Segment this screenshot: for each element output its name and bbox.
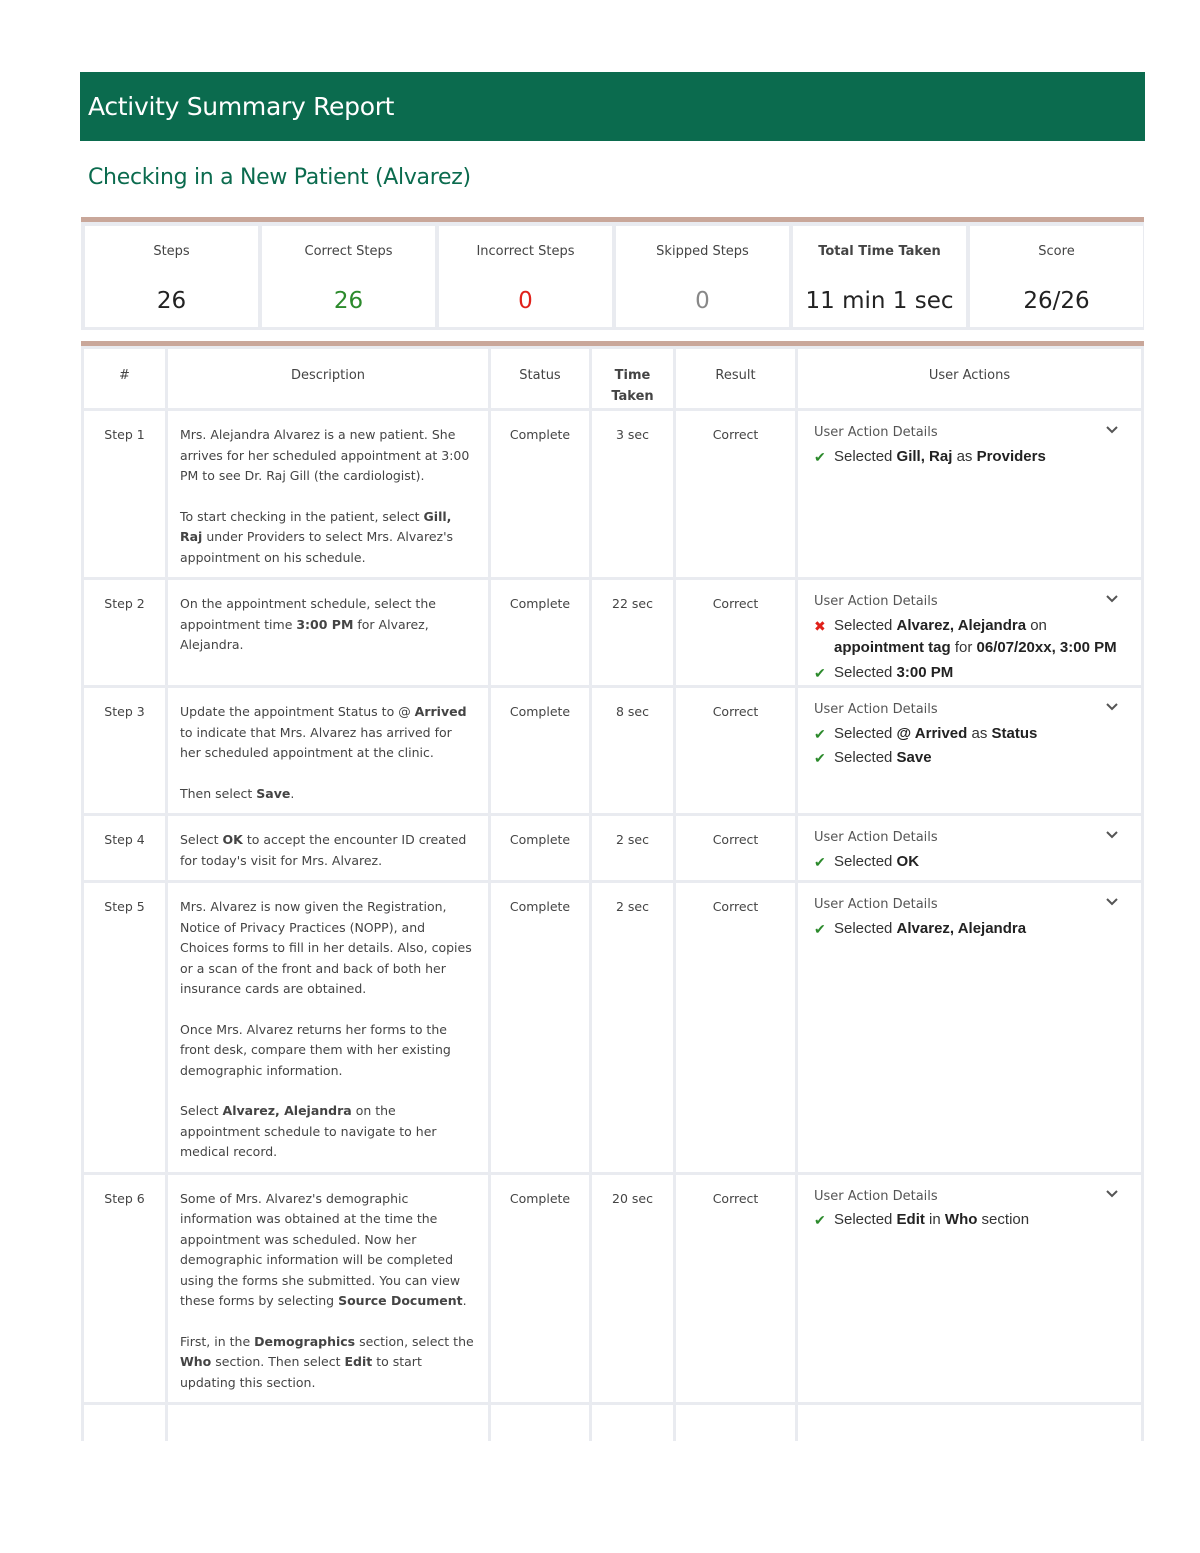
table-row — [83, 687, 1143, 815]
header-status: Status — [490, 348, 591, 410]
step-description — [167, 687, 490, 815]
summary-skipped-value: 0 — [695, 288, 710, 314]
chevron-down-icon[interactable] — [1105, 1189, 1119, 1199]
table-row — [83, 882, 1143, 1174]
cross-icon: ✖ — [814, 617, 826, 634]
user-action-item — [814, 918, 1123, 941]
step-number: Step 4 — [83, 815, 167, 882]
step-time: 22 sec — [591, 579, 675, 687]
report-title: Activity Summary Report — [88, 92, 395, 121]
summary-time-label: Total Time Taken — [818, 244, 941, 259]
table-row — [83, 1173, 1143, 1404]
user-action-details-heading: User Action Details — [814, 425, 938, 440]
chevron-down-icon[interactable] — [1105, 830, 1119, 840]
summary-correct-label: Correct Steps — [304, 244, 393, 259]
user-action-text: Selected @ Arrived as Status — [834, 724, 1038, 742]
steps-table — [81, 346, 1144, 1441]
user-actions-cell — [797, 882, 1143, 1174]
summary-skipped-label: Skipped Steps — [656, 244, 749, 259]
user-action-details-heading: User Action Details — [814, 594, 938, 609]
user-action-details-heading: User Action Details — [814, 1188, 938, 1204]
step-description — [167, 815, 490, 882]
summary-score-value: 26/26 — [1023, 288, 1090, 314]
step-description — [167, 1173, 490, 1404]
description-paragraph: On the appointment schedule, select the appointment time 3:00 PM for Alvarez, Alejandra. — [180, 596, 436, 652]
summary-steps — [85, 226, 258, 327]
step-result: Correct — [675, 882, 797, 1174]
step-status: Complete — [490, 687, 591, 815]
summary-time — [793, 226, 966, 327]
summary-correct — [262, 226, 435, 327]
user-actions-cell — [797, 410, 1143, 579]
step-result: Correct — [675, 579, 797, 687]
summary-incorrect-label: Incorrect Steps — [476, 244, 575, 259]
summary-incorrect — [439, 226, 612, 327]
description-paragraph: Mrs. Alejandra Alvarez is a new patient. She arrives for her scheduled appointment at 3:00 PM to see Dr. Raj Gill (the cardiologist). — [180, 427, 470, 483]
user-action-item — [814, 723, 1123, 746]
empty-cell — [83, 1404, 167, 1442]
description-paragraph: Then select Save. — [180, 785, 295, 801]
step-description — [167, 579, 490, 687]
user-actions-cell — [797, 1173, 1143, 1404]
step-time: 2 sec — [591, 815, 675, 882]
empty-cell — [797, 1404, 1143, 1442]
empty-cell — [675, 1404, 797, 1442]
description-paragraph: Some of Mrs. Alvarez's demographic information was obtained at the time the appointment was scheduled. Now her demographic information will be completed using the forms she submitted. You can view these forms by selecting Source Document. — [180, 1190, 467, 1308]
summary-panel — [81, 217, 1144, 330]
description-paragraph: Select Alvarez, Alejandra on the appointment schedule to navigate to her medical record. — [180, 1103, 437, 1159]
chevron-down-icon[interactable] — [1105, 594, 1119, 604]
report-banner — [80, 72, 1145, 141]
user-action-text: Selected Alvarez, Alejandra on appointment tag for 06/07/20xx, 3:00 PM — [834, 616, 1117, 656]
check-icon: ✔ — [814, 725, 826, 742]
description-paragraph: Once Mrs. Alvarez returns her forms to the front desk, compare them with her existing demographic information. — [180, 1021, 451, 1078]
empty-cell — [167, 1404, 490, 1442]
step-result: Correct — [675, 410, 797, 579]
step-number: Step 2 — [83, 579, 167, 687]
step-status: Complete — [490, 882, 591, 1174]
summary-incorrect-value: 0 — [518, 288, 533, 314]
user-action-text: Selected Gill, Raj as Providers — [834, 447, 1046, 465]
step-status: Complete — [490, 815, 591, 882]
user-action-item — [814, 851, 1123, 874]
step-time: 8 sec — [591, 687, 675, 815]
user-action-details-heading: User Action Details — [814, 702, 938, 717]
check-icon: ✔ — [814, 664, 826, 681]
chevron-down-icon[interactable] — [1105, 425, 1119, 435]
step-status: Complete — [490, 1173, 591, 1404]
user-action-item — [814, 615, 1123, 660]
step-number: Step 3 — [83, 687, 167, 815]
step-number: Step 1 — [83, 410, 167, 579]
user-action-text: Selected 3:00 PM — [834, 663, 954, 681]
step-description — [167, 410, 490, 579]
summary-time-value: 11 min 1 sec — [805, 288, 954, 314]
activity-title: Checking in a New Patient (Alvarez) — [88, 165, 471, 190]
header-number: # — [83, 348, 167, 410]
header-time-taken: Time Taken — [591, 348, 675, 410]
step-result: Correct — [675, 1173, 797, 1404]
user-action-item — [814, 446, 1123, 469]
table-row — [83, 815, 1143, 882]
header-user-actions: User Actions — [797, 348, 1143, 410]
header-result: Result — [675, 348, 797, 410]
empty-cell — [591, 1404, 675, 1442]
step-status: Complete — [490, 410, 591, 579]
user-action-text: Selected Alvarez, Alejandra — [834, 919, 1027, 937]
step-status: Complete — [490, 579, 591, 687]
step-time: 3 sec — [591, 410, 675, 579]
check-icon: ✔ — [814, 853, 826, 870]
user-action-item — [814, 662, 1123, 685]
check-icon: ✔ — [814, 920, 826, 937]
step-time: 2 sec — [591, 882, 675, 1174]
chevron-down-icon[interactable] — [1105, 702, 1119, 712]
chevron-down-icon[interactable] — [1105, 897, 1119, 907]
user-actions-cell — [797, 815, 1143, 882]
summary-steps-value: 26 — [156, 288, 187, 314]
table-row-partial — [83, 1404, 1143, 1442]
table-row — [83, 579, 1143, 687]
summary-score — [970, 226, 1143, 327]
check-icon: ✔ — [814, 448, 826, 465]
user-action-text: Selected OK — [834, 852, 920, 870]
description-paragraph: Select OK to accept the encounter ID created for today's visit for Mrs. Alvarez. — [180, 832, 467, 868]
step-description — [167, 882, 490, 1174]
description-paragraph: Mrs. Alvarez is now given the Registration, Notice of Privacy Practices (NOPP), and Choices forms to fill in her details. Also, copies or a scan of the front and back of both her insurance cards are obtained. — [180, 899, 472, 996]
description-paragraph: To start checking in the patient, select Gill, Raj under Providers to select Mrs. Alvarez's appointment on his schedule. — [180, 508, 454, 565]
step-result: Correct — [675, 687, 797, 815]
user-action-item — [814, 747, 1123, 770]
table-header-row — [83, 348, 1143, 410]
user-action-text: Selected Edit in Who section — [834, 1211, 1030, 1228]
step-result: Correct — [675, 815, 797, 882]
step-number: Step 6 — [83, 1173, 167, 1404]
table-row — [83, 410, 1143, 579]
summary-score-label: Score — [1038, 244, 1075, 259]
summary-steps-label: Steps — [153, 244, 190, 259]
steps-table-container — [81, 341, 1144, 1441]
description-paragraph: Update the appointment Status to @ Arrived to indicate that Mrs. Alvarez has arrived for her scheduled appointment at the clinic. — [180, 704, 467, 760]
check-icon: ✔ — [814, 750, 826, 766]
user-action-text: Selected Save — [834, 749, 932, 766]
header-description: Description — [167, 348, 490, 410]
check-icon: ✔ — [814, 1212, 826, 1228]
empty-cell — [490, 1404, 591, 1442]
user-action-details-heading: User Action Details — [814, 830, 938, 845]
step-number: Step 5 — [83, 882, 167, 1174]
description-paragraph: First, in the Demographics section, select the Who section. Then select Edit to start updating this section. — [180, 1333, 474, 1390]
user-actions-cell — [797, 579, 1143, 687]
step-time: 20 sec — [591, 1173, 675, 1404]
user-action-item — [814, 1209, 1123, 1232]
summary-skipped — [616, 226, 789, 327]
user-action-details-heading: User Action Details — [814, 897, 938, 912]
summary-correct-value: 26 — [333, 288, 364, 314]
user-actions-cell — [797, 687, 1143, 815]
